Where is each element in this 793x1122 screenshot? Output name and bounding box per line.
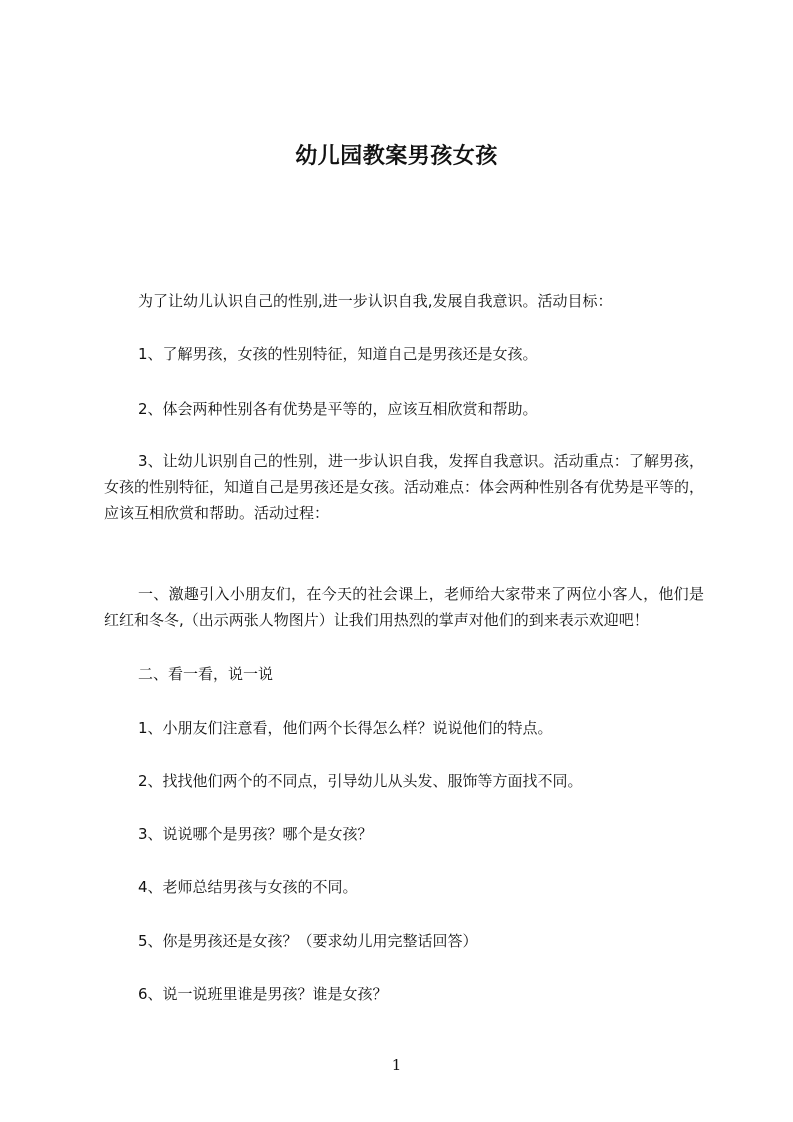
document-title: 幼儿园教案男孩女孩 (295, 144, 498, 169)
page-number: 1 (391, 1056, 402, 1074)
paragraph-intro: 为了让幼儿认识自己的性别,进一步认识自我,发展自我意识。活动目标： (138, 292, 613, 310)
paragraph-item-2: 2、找找他们两个的不同点，引导幼儿从头发、服饰等方面找不同。 (138, 772, 583, 790)
paragraph-item-5: 5、你是男孩还是女孩？（要求幼儿用完整话回答） (138, 932, 478, 950)
paragraph-item-3: 3、说说哪个是男孩？哪个是女孩？ (138, 825, 373, 843)
paragraph-goal-1: 1、了解男孩，女孩的性别特征，知道自己是男孩还是女孩。 (138, 345, 538, 363)
paragraph-step-2-heading: 二、看一看，说一说 (138, 665, 274, 683)
paragraph-item-1: 1、小朋友们注意看，他们两个长得怎么样？说说他们的特点。 (138, 719, 553, 737)
paragraph-step-1: 一、激趣引入小朋友们，在今天的社会课上，老师给大家带来了两位小客人，他们是红红和冬冬,（出示两张人物图片）让我们用热烈的掌声对他们的到来表示欢迎吧！ (104, 585, 704, 629)
paragraph-item-6: 6、说一说班里谁是男孩？谁是女孩？ (138, 985, 388, 1003)
paragraph-goal-3: 3、让幼儿识别自己的性别，进一步认识自我，发挥自我意识。活动重点：了解男孩，女孩的性别特征，知道自己是男孩还是女孩。活动难点：体会两种性别各有优势是平等的，应该互相欣赏和帮助。活动过程： (104, 452, 705, 522)
paragraph-item-4: 4、老师总结男孩与女孩的不同。 (138, 878, 358, 896)
paragraph-goal-2: 2、体会两种性别各有优势是平等的，应该互相欣赏和帮助。 (138, 400, 538, 418)
